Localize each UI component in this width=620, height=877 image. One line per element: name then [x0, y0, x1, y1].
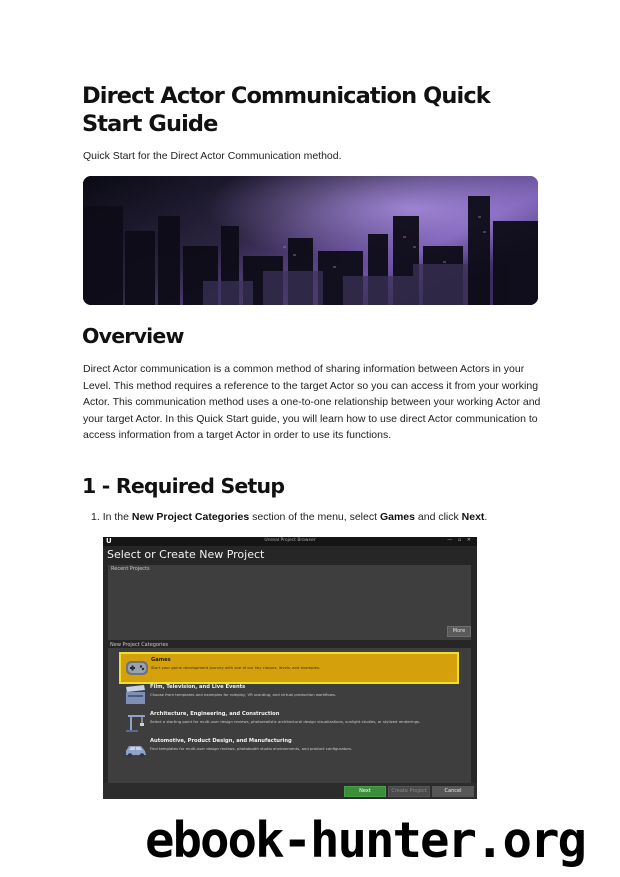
cancel-button[interactable]: Cancel: [432, 786, 474, 797]
project-browser-screenshot: [103, 537, 477, 799]
step-bold-categories: New Project Categories: [131, 511, 250, 523]
setup-heading: 1 - Required Setup: [82, 474, 285, 498]
window-controls[interactable]: — ▫ ✕: [447, 537, 473, 543]
category-automotive[interactable]: [120, 735, 460, 765]
category-description: Start your game development journey with one of our key classes, levels, and examples.: [151, 665, 321, 670]
overview-heading: Overview: [82, 324, 184, 348]
category-games[interactable]: [121, 654, 457, 682]
unreal-logo-icon: U: [106, 537, 112, 545]
hero-image: [83, 176, 538, 305]
step-number: 1.: [91, 511, 100, 523]
more-button[interactable]: More: [447, 626, 471, 637]
category-description: Find templates for multi-user design reviews, photobooth studio environments, and product configurators.: [150, 746, 353, 751]
watermark: ebook-hunter.org: [145, 812, 586, 869]
categories-label: New Project Categories: [110, 642, 169, 648]
category-title: Automotive, Product Design, and Manufacturing: [150, 738, 292, 744]
clapperboard-icon: [124, 684, 148, 706]
step-bold-games: Games: [379, 511, 415, 523]
step-text: In the: [102, 511, 132, 523]
window-title: Unreal Project Browser: [264, 538, 316, 543]
next-button[interactable]: Next: [344, 786, 386, 797]
browser-heading: Select or Create New Project: [107, 548, 265, 561]
step-text: section of the menu, select: [249, 511, 380, 523]
category-title: Architecture, Engineering, and Construction: [150, 711, 280, 717]
category-description: Select a starting point for multi-user design reviews, photorealistic architectural design visualizations, sunlight studies, or stylized renderings.: [150, 719, 421, 724]
gamepad-icon: [125, 657, 149, 679]
step-text: and click: [414, 511, 462, 523]
create-project-button[interactable]: Create Project: [388, 786, 430, 797]
category-title: Games: [151, 657, 171, 663]
overview-paragraph: Direct Actor communication is a common method of sharing information between Actors in your Level. This method requires a reference to the target Actor so you can access it from your working Actor. This communication method uses a one-to-one relationship between your working Actor and your target Actor. In this Quick Start guide, you will learn how to use direct Actor communication to access information from a target Actor in order to use its functions.: [83, 363, 541, 442]
crane-icon: [124, 711, 148, 733]
recent-projects-panel: [108, 565, 471, 640]
category-architecture[interactable]: [120, 708, 460, 738]
setup-step-1: [91, 511, 487, 523]
step-bold-next: Next: [461, 511, 485, 523]
car-icon: [124, 738, 148, 760]
category-description: Choose from templates and examples for roleplay, VR scouting, and virtual production workflows.: [150, 692, 337, 697]
category-film[interactable]: [120, 681, 460, 711]
category-title: Film, Television, and Live Events: [150, 684, 246, 690]
recent-projects-label: Recent Projects: [111, 566, 150, 572]
page-title: Direct Actor Communication Quick Start Guide: [82, 83, 490, 137]
page-subtitle: Quick Start for the Direct Actor Communication method.: [83, 150, 342, 162]
step-text: .: [484, 511, 488, 523]
